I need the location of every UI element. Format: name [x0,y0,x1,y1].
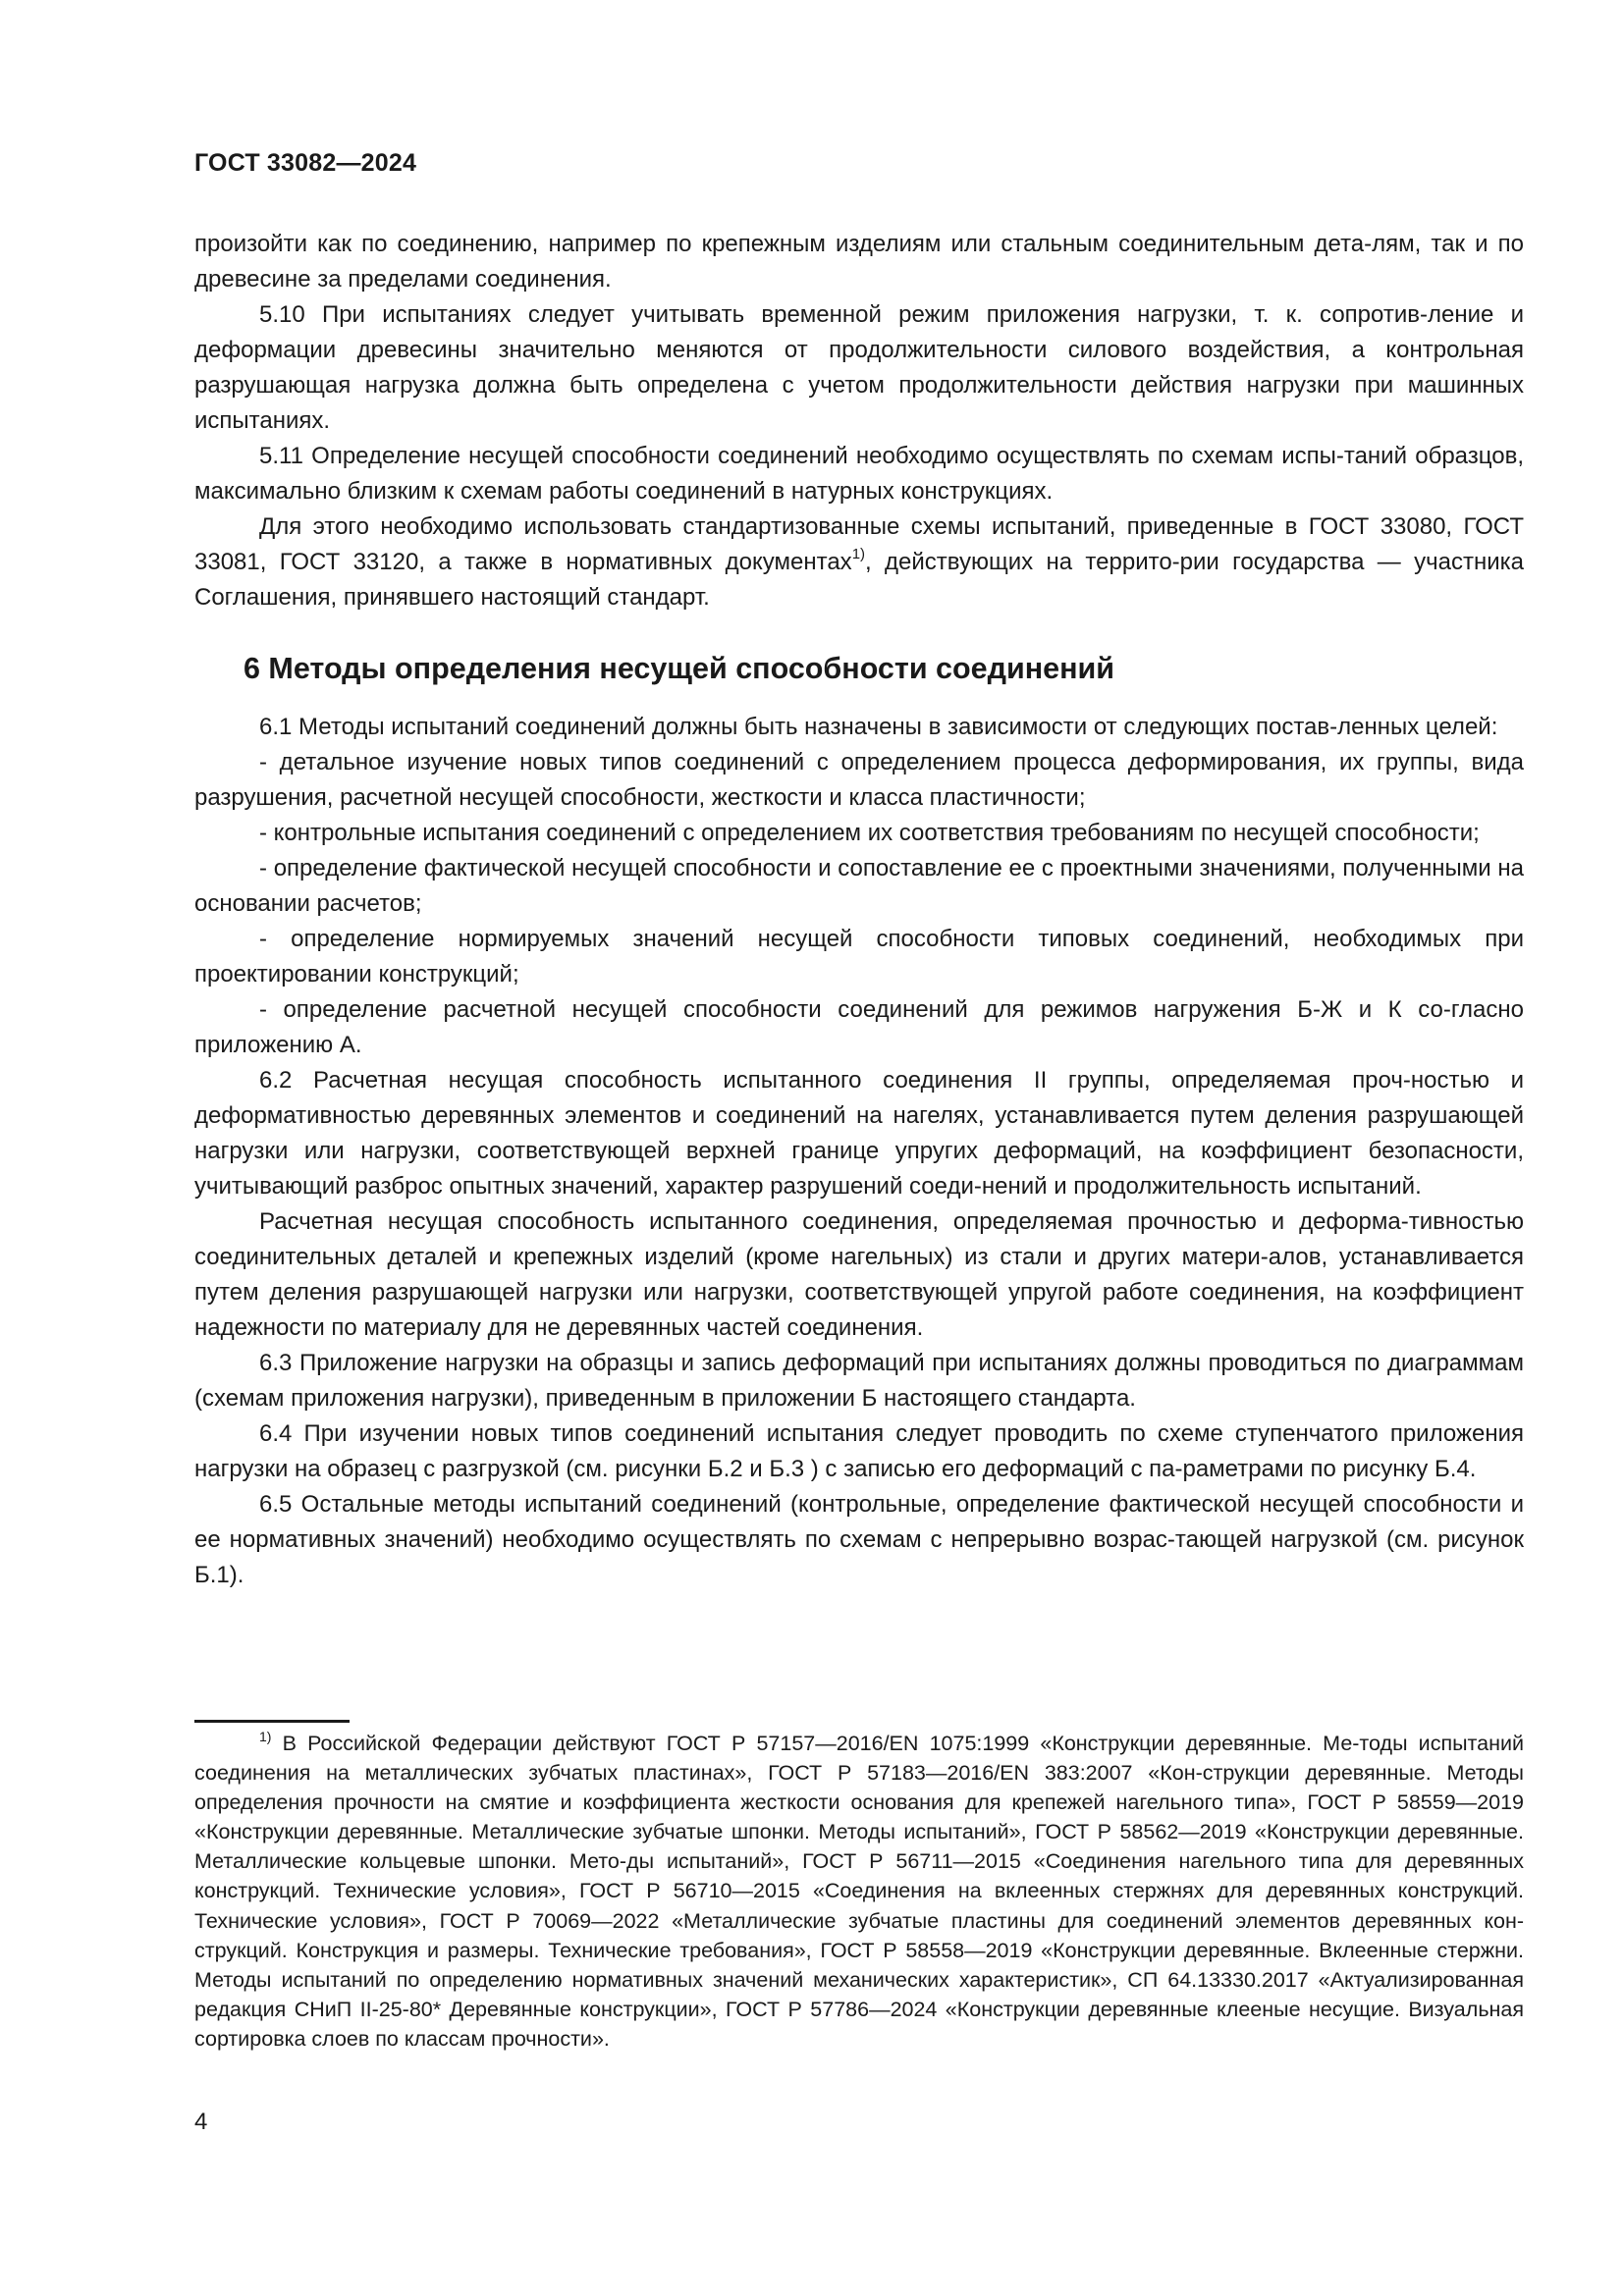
standards-text-end: , действующих на террито-рии государства — участника Соглашения, принявшего настоящий стандарт. [194,549,1524,611]
paragraph-5-10: 5.10 При испытаниях следует учитывать временной режим приложения нагрузки, т. к. сопротив-ление и деформации древесины значительно меняются от продолжительности силового воздействия, а контрольная разрушающая нагрузка должна быть определена с учетом продолжительности действия нагрузки при машинных испытаниях. [194,301,1524,434]
footnote-mark: 1) [259,1729,272,1744]
footnote-text [194,1729,1524,2054]
paragraph-6-2: 6.2 Расчетная несущая способность испытанного соединения II группы, определяемая проч-ностью и деформативностью деревянных элементов и соединений на нагелях, устанавливается путем деления разрушающей нагрузки или нагрузки, соответствующей верхней границе упругих деформаций, на коэффициент безопасности, учитывающий разброс опытных значений, характер разрушений соеди-нений и продолжительность испытаний. [194,1067,1524,1200]
footnote-reference[interactable]: 1) [851,546,866,562]
paragraph-6-4: 6.4 При изучении новых типов соединений испытания следует проводить по схеме ступенчатого приложения нагрузки на образец с разгрузкой (см. рисунки Б.2 и Б.3 ) с записью его деформаций с па-раметрами по рисунку Б.4. [194,1420,1524,1482]
list-item: - определение нормируемых значений несущей способности типовых соединений, необходимых при проектировании конструкций; [194,926,1524,988]
standards-text-start: Для этого необходимо использовать стандартизованные схемы испытаний, приведенные в ГОСТ 33080, ГОСТ 33081, ГОСТ 33120, а также в нормативных документах [194,513,1524,575]
document-code-header: ГОСТ 33082—2024 [194,149,417,177]
list-item: - определение фактической несущей способности и сопоставление ее с проектными значениями, полученными на основании расчетов; [194,855,1524,917]
paragraph-6-1: 6.1 Методы испытаний соединений должны быть назначены в зависимости от следующих постав-ленных целей: [259,714,1498,740]
footnote-divider [194,1720,350,1723]
list-item: - детальное изучение новых типов соединений с определением процесса деформирования, их группы, вида разрушения, расчетной несущей способности, жесткости и класса пластичности; [194,749,1524,811]
paragraph-6-3: 6.3 Приложение нагрузки на образцы и запись деформаций при испытаниях должны проводиться по диаграммам (схемам приложения нагрузки), приведенным в приложении Б настоящего стандарта. [194,1350,1524,1412]
paragraph-6-5: 6.5 Остальные методы испытаний соединений (контрольные, определение фактической несущей способности и ее нормативных значений) необходимо осуществлять по схемам с непрерывно возрас-тающей нагрузкой (см. рисунок Б.1). [194,1491,1524,1588]
list-item: - определение расчетной несущей способности соединений для режимов нагружения Б-Ж и К со-гласно приложению А. [194,996,1524,1058]
main-text [194,227,1524,1593]
footnote [194,1729,1524,2054]
paragraph-5-11: 5.11 Определение несущей способности соединений необходимо осуществлять по схемам испы-таний образцов, максимально близким к схемам работы соединений в натурных конструкциях. [194,443,1524,505]
paragraph-6-2-continued: Расчетная несущая способность испытанного соединения, определяемая прочностью и деформа-тивностью соединительных деталей и крепежных изделий (кроме нагельных) из стали и других матери-алов, устанавливается путем деления разрушающей нагрузки или нагрузки, соответствующей упругой работе соединения, на коэффициент надежности по материалу для не деревянных частей соединения. [194,1208,1524,1341]
footnote-body: В Российской Федерации действуют ГОСТ Р 57157—2016/EN 1075:1999 «Конструкции деревянные. Ме-тоды испытаний соединения на металлических зубчатых пластинах», ГОСТ Р 57183—2016/EN 383:2007 «Кон-струкции деревянные. Методы определения прочности на смятие и коэффициента жесткости основания для крепежей нагельного типа», ГОСТ Р 58559—2019 «Конструкции деревянные. Металлические зубчатые шпонки. Методы испытаний», ГОСТ Р 58562—2019 «Конструкции деревянные. Металлические кольцевые шпонки. Мето-ды испытаний», ГОСТ Р 56711—2015 «Соединения нагельного типа для деревянных конструкций. Технические условия», ГОСТ Р 56710—2015 «Соединения на вклеенных стержнях для деревянных конструкций. Технические условия», ГОСТ Р 70069—2022 «Металлические зубчатые пластины для соединений элементов деревянных кон-струкций. Конструкция и размеры. Технические требования», ГОСТ Р 58558—2019 «Конструкции деревянные. Вклеенные стержни. Методы испытаний по определению нормативных значений механических характеристик», СП 64.13330.2017 «Актуализированная редакция СНиП II-25-80* Деревянные конструкции», ГОСТ Р 57786—2024 «Конструкции деревянные клееные несущие. Визуальная сортировка слоев по классам прочности». [194,1732,1524,2051]
list-item: - контрольные испытания соединений с определением их соответствия требованиям по несущей способности; [259,820,1480,846]
paragraph-standards [194,509,1524,615]
page-number: 4 [194,2109,208,2135]
section-6-heading: 6 Методы определения несущей способности соединений [244,652,1115,685]
paragraph-continuation: произойти как по соединению, например по крепежным изделиям или стальным соединительным дета-лям, так и по древесине за пределами соединения. [194,231,1524,293]
